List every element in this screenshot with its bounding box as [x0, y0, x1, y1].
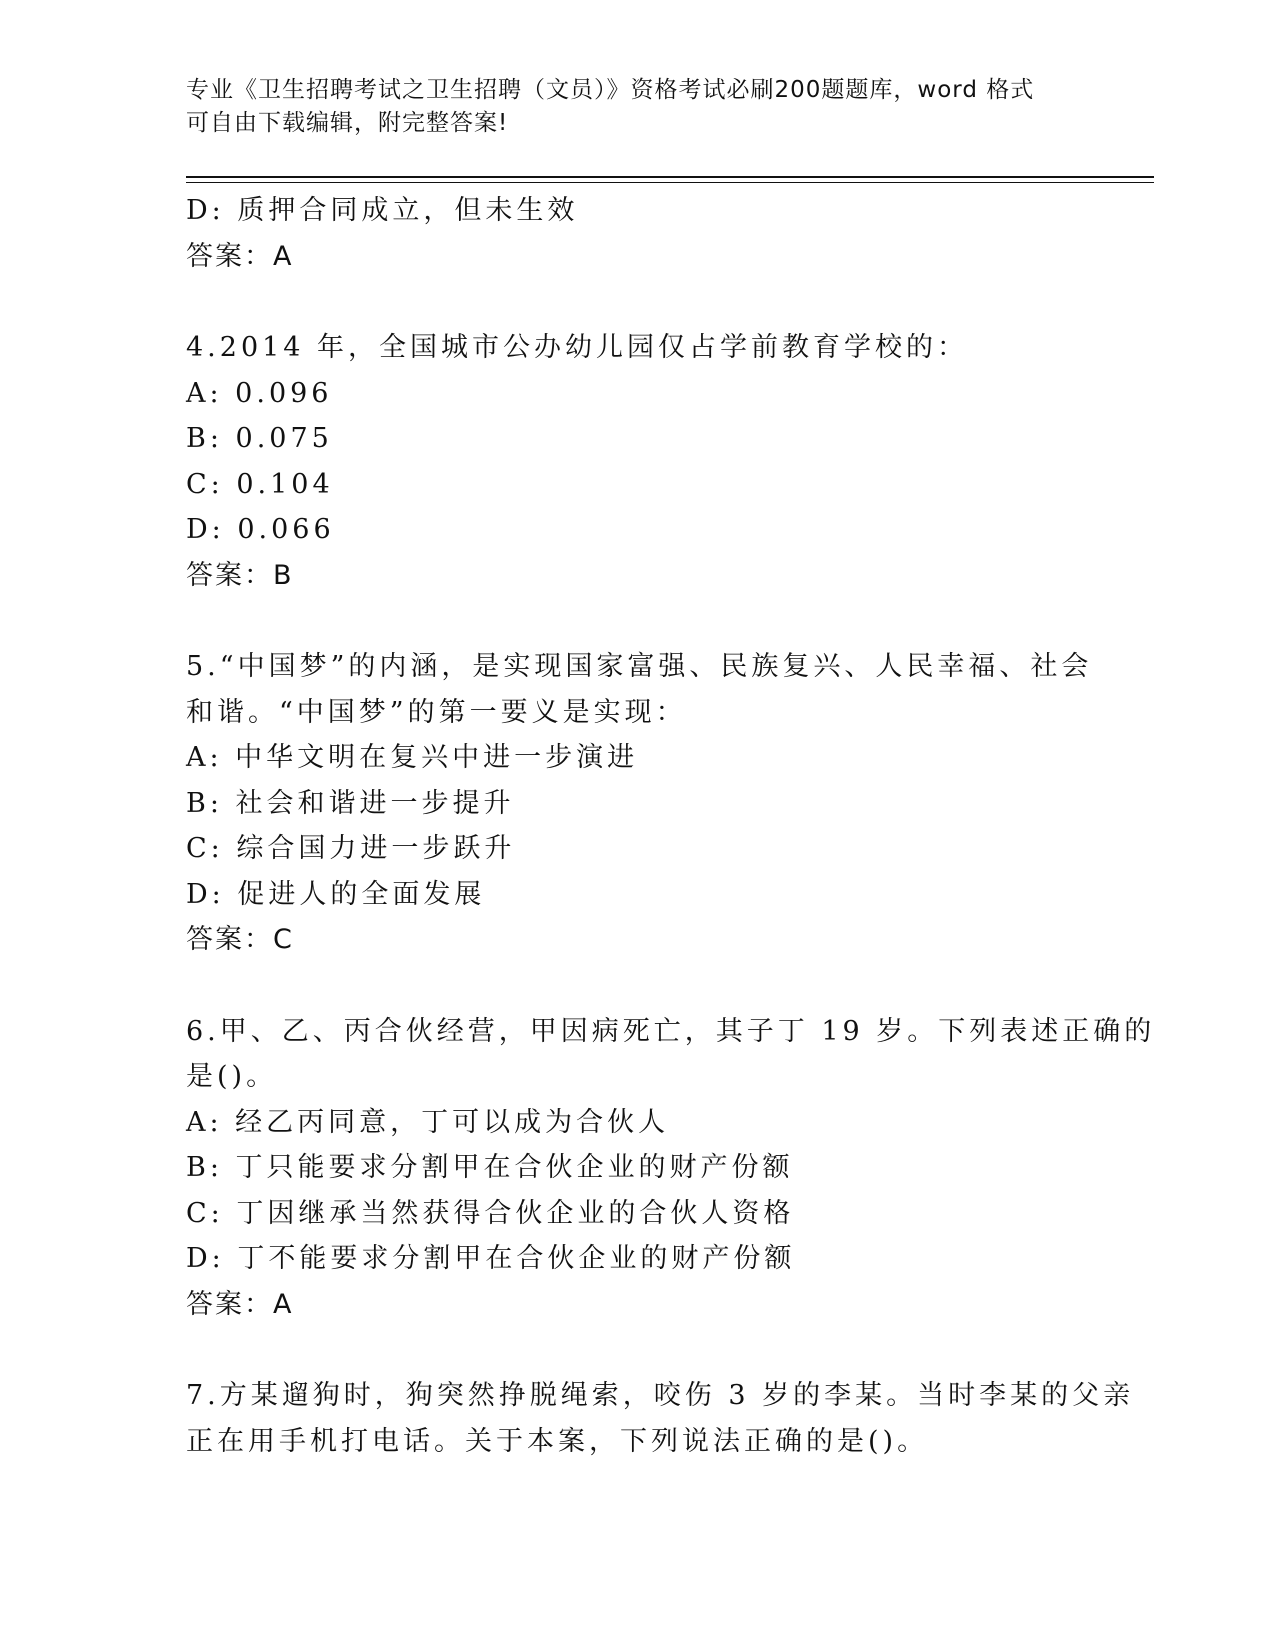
question-7 — [186, 1373, 1135, 1464]
spacer — [186, 1327, 1086, 1373]
carryover-block — [186, 188, 1086, 279]
spacer — [186, 598, 1086, 644]
option-b: B: 丁只能要求分割甲在合伙企业的财产份额 — [186, 1152, 794, 1183]
question-4 — [186, 325, 1086, 598]
answer-line: 答案：B — [186, 559, 294, 591]
option-a: A: 0.096 — [186, 377, 333, 409]
answer-line: 答案：A — [186, 1288, 294, 1320]
option-c: C: 丁因继承当然获得合伙企业的合伙人资格 — [186, 1197, 795, 1229]
option-d: D: 促进人的全面发展 — [186, 878, 486, 910]
question-6 — [186, 1009, 1156, 1328]
option-c: C: 0.104 — [186, 468, 334, 500]
header-divider-thick — [186, 176, 1154, 178]
option-b: B: 0.075 — [186, 423, 333, 454]
option-d: D: 丁不能要求分割甲在合伙企业的财产份额 — [186, 1243, 796, 1274]
question-stem: 4.2014 年，全国城市公办幼儿园仅占学前教育学校的： — [186, 332, 969, 363]
answer-line: 答案：A — [186, 240, 294, 272]
question-stem: 6.甲、乙、丙合伙经营，甲因病死亡，其子丁 19 岁。下列表述正确的 — [186, 1015, 1156, 1047]
option-d: D: 质押合同成立，但未生效 — [186, 195, 579, 226]
question-stem-continued: 正在用手机打电话。关于本案，下列说法正确的是()。 — [186, 1425, 929, 1457]
question-stem-continued: 和谐。“中国梦”的第一要义是实现： — [186, 696, 687, 728]
question-content — [186, 188, 1156, 1464]
spacer — [186, 279, 1086, 325]
question-stem: 7.方某遛狗时，狗突然挣脱绳索，咬伤 3 岁的李某。当时李某的父亲 — [186, 1380, 1135, 1411]
question-stem-continued: 是()。 — [186, 1061, 278, 1092]
question-stem: 5.“中国梦”的内涵，是实现国家富强、民族复兴、人民幸福、社会 — [186, 651, 1093, 682]
spacer — [186, 963, 1086, 1009]
option-a: A: 经乙丙同意，丁可以成为合伙人 — [186, 1106, 670, 1138]
question-5 — [186, 644, 1093, 963]
header-title-line-2: 可自由下载编辑，附完整答案! — [186, 110, 509, 136]
option-d: D: 0.066 — [186, 514, 335, 545]
option-c: C: 综合国力进一步跃升 — [186, 833, 516, 864]
option-a: A: 中华文明在复兴中进一步演进 — [186, 742, 639, 773]
option-b: B: 社会和谐进一步提升 — [186, 787, 515, 819]
header-title-line-1: 专业《卫生招聘考试之卫生招聘（文员）》资格考试必刷200题题库，word 格式 — [186, 77, 1035, 103]
answer-line: 答案：C — [186, 924, 294, 955]
document-header — [186, 74, 1086, 140]
header-divider-thin — [186, 182, 1154, 183]
